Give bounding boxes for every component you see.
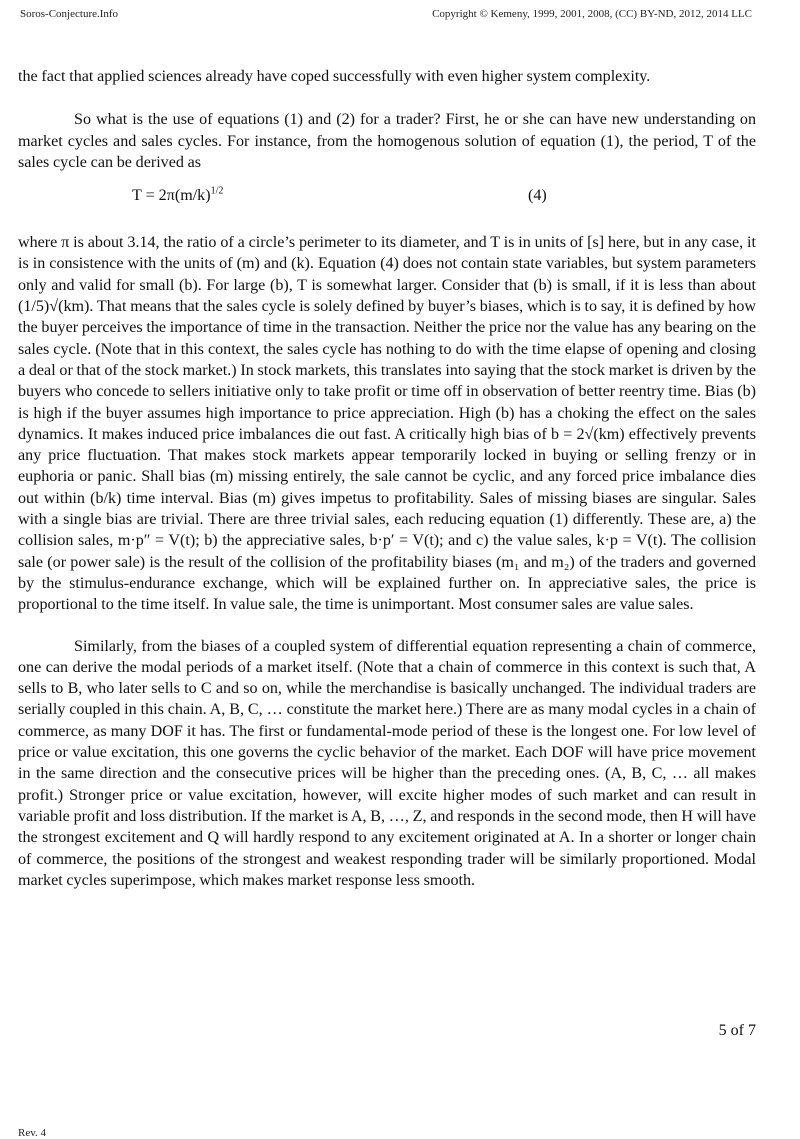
- equation-4: [18, 185, 756, 207]
- revision-label: Rev. 4: [18, 1127, 47, 1139]
- equation-lhs: T = 2π(m/k): [132, 187, 211, 205]
- paragraph-continuation: the fact that applied sciences already have coped successfully with even higher system complexity.: [18, 68, 651, 85]
- page-number: 5 of 7: [718, 1022, 756, 1039]
- paragraph-sales-cycle: where π is about 3.14, the ratio of a circle’s perimeter to its diameter, and T is in units of [s] here, but in any case, it is in consistence with the units of (m) and (k). Equation (4) does not contain state variables, but system parameters only and valid for small (b). For large (b), T is somewhat larger. Consider that (b) is small, if it is less than about (1/5)√(km). That means that the sales cycle is solely defined by buyer’s biases, which is to say, it is defined by how the buyer perceives the importance of time in the transaction. Neither the price nor the value has any bearing on the sales cycle. (Note that in this context, the sales cycle has nothing to do with the time elapse of opening and closing a deal or that of the stock market.) In stock markets, this translates into saying that the stock market is driven by the buyers who concede to sellers initiative only to take profit or time off in observation of better reentry time. Bias (b) is high if the buyer assumes high importance to price appreciation. High (b) has a choking the effect on the sales dynamics. It makes induced price imbalances die out fast. A critically high bias of b = 2√(km) effectively prevents any price fluctuation. That makes stock markets appear temporarily locked in buying or selling frenzy or in euphoria or panic. Shall bias (m) missing entirely, the sale cannot be cyclic, and any forced price imbalance dies out within (b/k) time interval. Bias (m) gives impetus to profitability. Sales of missing biases are singular. Sales with a single bias are trivial. There are three trivial sales, each reducing equation (1) differently. These are, a) the collision sales, m·p″ = V(t); b) the appreciative sales, b·p′ = V(t); and c) the value sales, k·p = V(t). The collision sale (or power sale) is the result of the collision of the profitability biases (m₁ and m₂) of the traders and governed by the stimulus-endurance exchange, which will be explained further on. In appreciative sales, the price is proportional to the time itself. In value sale, the time is unimportant. Most consumer sales are value sales.: [18, 234, 756, 614]
- equation-number: (4): [528, 187, 547, 205]
- equation-exponent: 1/2: [210, 185, 224, 197]
- paragraph-modal-periods: Similarly, from the biases of a coupled system of differential equation representing a chain of commerce, one can derive the modal periods of a market itself. (Note that a chain of commerce in this context is such that, A sells to B, who later sells to C and so on, while the merchandise is basically unchanged. The individual traders are serially coupled in this chain. A, B, C, … constitute the market here.) There are as many modal cycles in a chain of commerce, as many DOF it has. The first or fundamental-mode period of these is the longest one. For low level of price or value excitation, this one governs the cyclic behavior of the market. Each DOF will have price movement in the same direction and the consecutive prices will be higher than the preceding ones. (A, B, C, … all makes profit.) Stronger price or value excitation, however, will excite higher modes of such market and can result in variable profit and loss distribution. If the market is A, B, …, Z, and responds in the second mode, then H will have the strongest excitement and Q will hardly respond to any excitement originated at A. In a shorter or longer chain of commerce, the positions of the strongest and weakest responding trader will be similarly proportioned. Modal market cycles superimpose, which makes market response less smooth.: [18, 637, 756, 889]
- equation-expression: [132, 185, 223, 207]
- document-body: [18, 66, 756, 891]
- header-copyright: Copyright © Kemeny, 1999, 2001, 2008, (CC) BY-ND, 2012, 2014 LLC: [432, 8, 752, 20]
- header-site-name: Soros-Conjecture.Info: [20, 8, 119, 20]
- paragraph-equations-use: So what is the use of equations (1) and (2) for a trader? First, he or she can have new understanding on market cycles and sales cycles. For instance, from the homogenous solution of equation (1), the period, T of the sales cycle can be derived as: [18, 111, 756, 171]
